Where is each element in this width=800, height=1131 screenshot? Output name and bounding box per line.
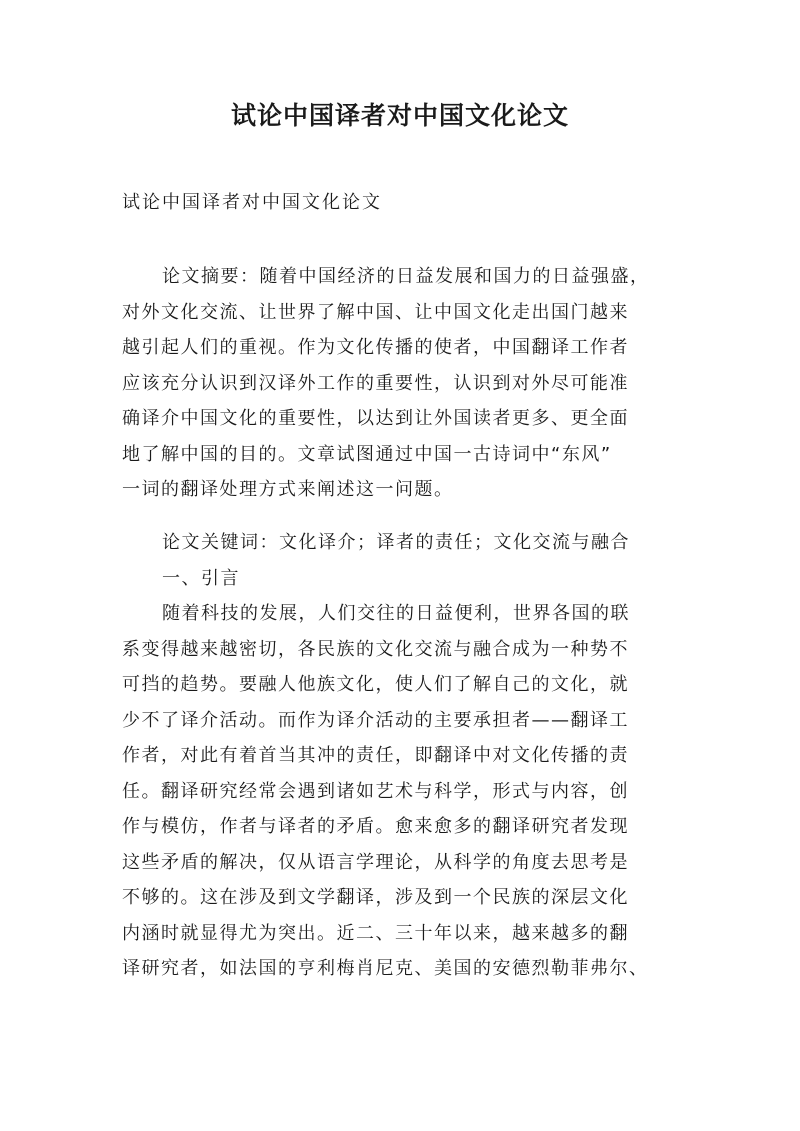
intro-line: 不够的。这在涉及到文学翻译，涉及到一个民族的深层文化 (122, 887, 629, 908)
abstract-line: 论文摘要：随着中国经济的日益发展和国力的日益强盛， (162, 266, 650, 287)
abstract-line: 地了解中国的目的。文章试图通过中国一古诗词中“东风” (122, 443, 612, 465)
document-title: 试论中国译者对中国文化论文 (230, 101, 569, 130)
intro-line: 内涵时就显得尤为突出。近二、三十年以来，越来越多的翻 (122, 922, 629, 944)
abstract-paragraph (122, 259, 682, 508)
intro-line: 任。翻译研究经常会遇到诸如艺术与科学，形式与内容，创 (122, 780, 629, 802)
intro-line: 系变得越来越密切，各民族的文化交流与融合成为一种势不 (122, 638, 629, 660)
keywords-line: 论文关键词：文化译介；译者的责任；文化交流与融合 (162, 532, 630, 553)
section-heading (122, 561, 682, 597)
intro-line: 少不了译介活动。而作为译介活动的主要承担者——翻译工 (122, 709, 629, 731)
intro-paragraph (122, 596, 682, 987)
abstract-line: 确译介中国文化的重要性，以达到让外国读者更多、更全面 (122, 408, 629, 429)
abstract-line: 一词的翻译处理方式来阐述这一问题。 (122, 479, 454, 500)
intro-line: 译研究者，如法国的亨利梅肖尼克、美国的安德烈勒菲弗尔、 (122, 958, 649, 979)
abstract-line: 对外文化交流、让世界了解中国、让中国文化走出国门越来 (122, 301, 629, 323)
document-subtitle: 试论中国译者对中国文化论文 (122, 192, 382, 213)
abstract-line: 越引起人们的重视。作为文化传播的使者，中国翻译工作者 (122, 337, 629, 358)
section-heading-text: 一、引言 (162, 568, 240, 589)
intro-line: 可挡的趋势。要融人他族文化，使人们了解自己的文化，就 (122, 674, 629, 695)
intro-line: 这些矛盾的解决，仅从语言学理论，从科学的角度去思考是 (122, 851, 629, 873)
intro-line: 随着科技的发展，人们交往的日益便利，世界各国的联 (162, 603, 630, 624)
keywords-paragraph (122, 525, 682, 561)
intro-line: 作与模仿，作者与译者的矛盾。愈来愈多的翻译研究者发现 (122, 816, 629, 837)
abstract-line: 应该充分认识到汉译外工作的重要性，认识到对外尽可能准 (122, 372, 629, 394)
intro-line: 作者，对此有着首当其冲的责任，即翻译中对文化传播的责 (122, 745, 629, 766)
